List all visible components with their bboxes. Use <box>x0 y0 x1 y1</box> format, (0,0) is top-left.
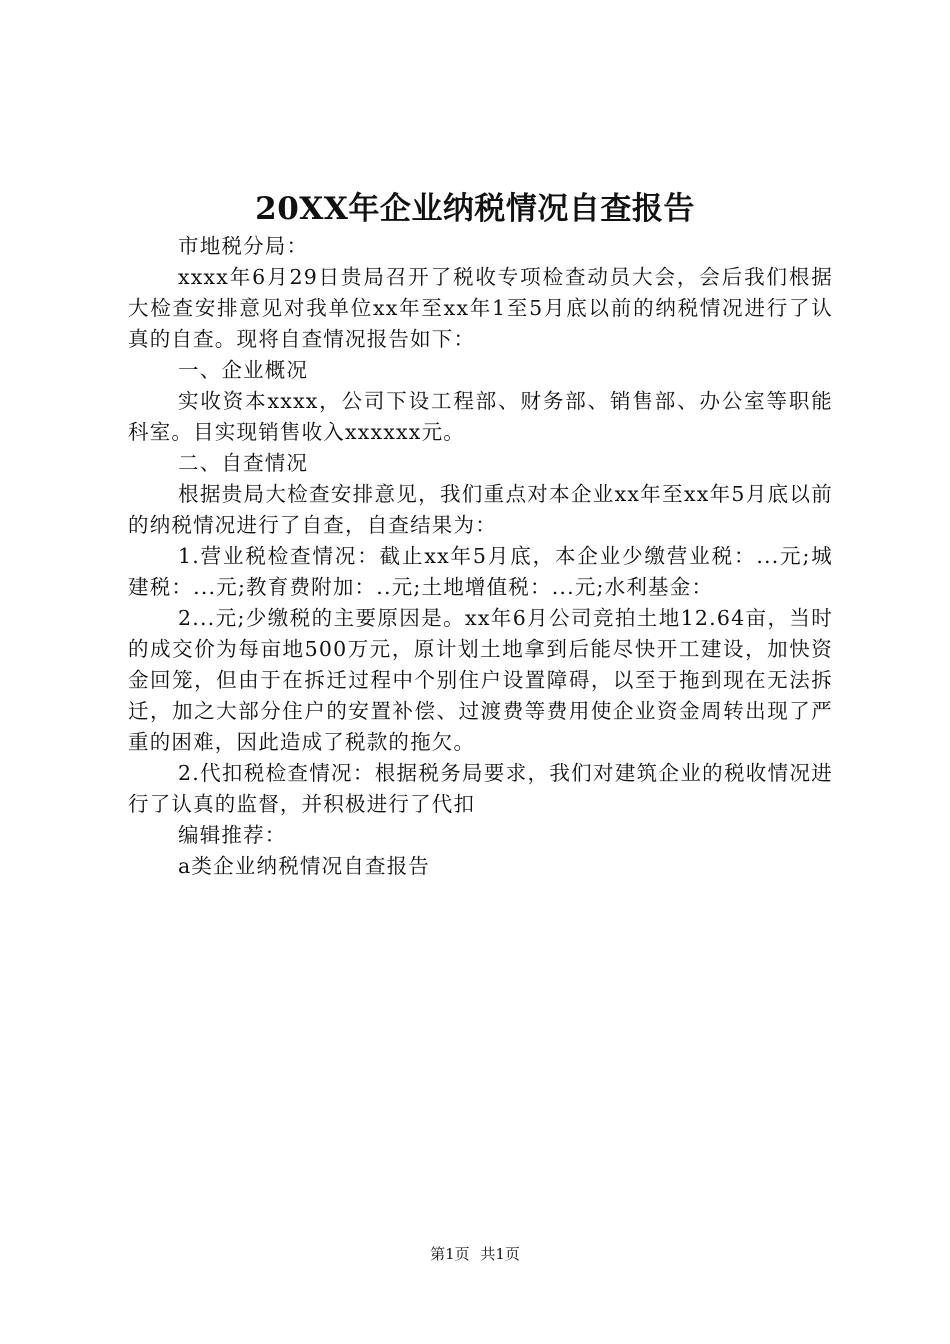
recommend-label: 编辑推荐： <box>178 823 287 847</box>
intro-paragraph: xxxx年6月29日贵局召开了税收专项检查动员大会，会后我们根据大检查安排意见对我单位xx年至xx年1至5月底以前的纳税情况进行了认真的自查。现将自查情况报告如下： <box>128 265 833 351</box>
withholding-tax-paragraph: 2.代扣税检查情况：根据税务局要求，我们对建筑企业的税收情况进行了认真的监督，并积极进行了代扣 <box>128 761 833 816</box>
business-tax-paragraph: 1.营业税检查情况：截止xx年5月底，本企业少缴营业税：...元;城建税：...元;教育费附加：..元;土地增值税：...元;水利基金： <box>128 544 833 599</box>
page-footer <box>0 1244 950 1264</box>
page-number: 第1页 <box>430 1245 470 1263</box>
document-body <box>128 231 833 882</box>
overview-paragraph: 实收资本xxxx，公司下设工程部、财务部、销售部、办公室等职能科室。目实现销售收入xxxxxx元。 <box>128 389 833 444</box>
recommend-link[interactable]: a类企业纳税情况自查报告 <box>178 854 431 878</box>
section-heading-self-check: 二、自查情况 <box>178 451 309 475</box>
self-check-intro-paragraph: 根据贵局大检查安排意见，我们重点对本企业xx年至xx年5月底以前的纳税情况进行了自查，自查结果为： <box>128 482 833 537</box>
arrears-reason-paragraph: 2...元;少缴税的主要原因是。xx年6月公司竞拍土地12.64亩，当时的成交价为每亩地500万元，原计划土地拿到后能尽快开工建设，加快资金回笼，但由于在拆迁过程中个别住户设置障碍，以至于拖到现在无法拆迁，加之大部分住户的安置补偿、过渡费等费用使企业资金周转出现了严重的困难，因此造成了税款的拖欠。 <box>128 606 833 754</box>
salutation-paragraph: 市地税分局： <box>178 234 309 258</box>
document-title: 20XX年企业纳税情况自查报告 <box>255 191 695 227</box>
page-total: 共1页 <box>480 1245 520 1263</box>
section-heading-overview: 一、企业概况 <box>178 358 309 382</box>
